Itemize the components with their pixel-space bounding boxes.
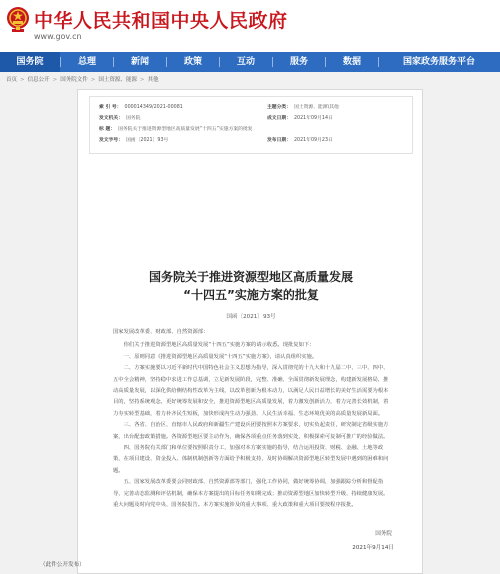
meta-issuer: 发文机关： 国务院 xyxy=(99,116,141,121)
meta-written-date: 成文日期： 2021年09月14日 xyxy=(267,116,333,121)
breadcrumb-other[interactable]: 其他 xyxy=(147,77,159,83)
site-header xyxy=(0,0,500,52)
breadcrumb-info-disclosure[interactable]: 信息公开 xyxy=(27,77,50,83)
meta-title: 标 题： 国务院关于推进资源型地区高质量发展“十四五”实施方案的批复 xyxy=(99,127,253,132)
paragraph: 你们关于推进资源型地区高质量发展“十四五”实施方案的请示收悉。现批复如下： xyxy=(123,342,315,349)
site-domain: www.gov.cn xyxy=(34,32,82,41)
breadcrumb-home[interactable]: 首页 xyxy=(6,77,18,83)
nav-item-service-platform[interactable]: 国家政务服务平台 xyxy=(402,57,475,67)
breadcrumb xyxy=(0,72,500,88)
nav-item-premier[interactable]: 总理 xyxy=(77,57,96,67)
national-emblem-icon xyxy=(6,6,30,38)
meta-published-date: 发布日期： 2021年09月23日 xyxy=(267,138,333,143)
breadcrumb-separator: > xyxy=(139,77,145,83)
paragraph: 三、各省、自治区、直辖市人民政府和新疆生产建设兵团要按照本方案要求，切实负起责任，研究制定省级实施方案，出台配套政策措施。各资源型地区要主动作为，确保各项重点任务落到实处，积极探索可复制可推广的经验做法。 xyxy=(113,422,389,440)
paragraph: 二、方案实施要以习近平新时代中国特色社会主义思想为指导，深入贯彻党的十九大和十九届二中、三中、四中、五中全会精神，坚持稳中求进工作总基调，立足新发展阶段，完整、准确、全面贯彻新发展理念，构建新发展格局，推动高质量发展，以深化供给侧结构性改革为主线，以改革创新为根本动力，以满足人民日益增长的美好生活需要为根本目的，坚持系统观念，更好统筹发展和安全，推进资源型地区高质量发展，着力激发创新活力，着力完善长效机制，着力夯实转型基础，着力补齐民生短板，加快形成内生动力强劲、人民生活幸福、生态环境优美的高质量发展新局面。 xyxy=(113,365,389,417)
breadcrumb-separator: > xyxy=(52,77,58,83)
document-body xyxy=(113,327,392,512)
site-title[interactable]: 中华人民共和国中央人民政府 xyxy=(34,10,288,32)
main-nav xyxy=(0,52,500,72)
nav-item-interaction[interactable]: 互动 xyxy=(236,57,255,67)
meta-index: 索 引 号： 000014349/2021-00081 xyxy=(99,105,183,110)
nav-item-policy[interactable]: 政策 xyxy=(183,57,202,67)
breadcrumb-land-energy[interactable]: 国土资源、能源 xyxy=(98,77,137,83)
meta-doc-number: 发文字号： 国函〔2021〕93号 xyxy=(99,138,169,143)
paragraph: 五、国家发展改革委要会同财政部、自然资源部等部门，强化工作协同，做好统筹协调，加强跟踪分析和督促指导，完善动态监测和评估机制，确保本方案提出的目标任务如期完成；推动资源型地区加快转型升级、持续健康发展。重大问题及时向党中央、国务院报告。本方案实施涉及的重大事项、重大政策和重大项目要按程序报批。 xyxy=(113,479,389,509)
document-title-line-2: “十四五”实施方案的批复 xyxy=(183,288,319,302)
nav-item-data[interactable]: 数据 xyxy=(342,57,361,67)
public-release-note: （此件公开发布） xyxy=(40,562,85,568)
paragraph: 四、国务院有关部门和单位要按照职责分工，加强对本方案实施的指导，结合运用投资、财税、金融、土地等政策，在项目建设、资金投入、体制机制创新等方面给予积极支持，及时协调解决资源型地区转型发展中遇到的困难和问题。 xyxy=(113,445,389,474)
breadcrumb-state-council-docs[interactable]: 国务院文件 xyxy=(60,77,88,83)
nav-item-state-council[interactable]: 国务院 xyxy=(0,52,60,72)
nav-item-service[interactable]: 服务 xyxy=(289,57,308,67)
meta-topic: 主题分类： 国土资源、能源\其他 xyxy=(267,105,339,110)
signature-date: 2021年9月14日 xyxy=(352,545,394,551)
document-metadata-table xyxy=(89,96,413,154)
signature: 国务院 xyxy=(375,531,392,537)
document-number: 国函〔2021〕93号 xyxy=(226,314,276,320)
breadcrumb-separator: > xyxy=(90,77,96,83)
nav-item-news[interactable]: 新闻 xyxy=(130,57,149,67)
document-title-line-1: 国务院关于推进资源型地区高质量发展 xyxy=(148,270,353,284)
paragraph: 一、原则同意《推进资源型地区高质量发展“十四五”实施方案》，请认真组织实施。 xyxy=(123,353,318,360)
addressee: 国家发展改革委、财政部、自然资源部： xyxy=(113,329,209,335)
breadcrumb-separator: > xyxy=(20,77,25,83)
document-panel xyxy=(77,89,423,574)
